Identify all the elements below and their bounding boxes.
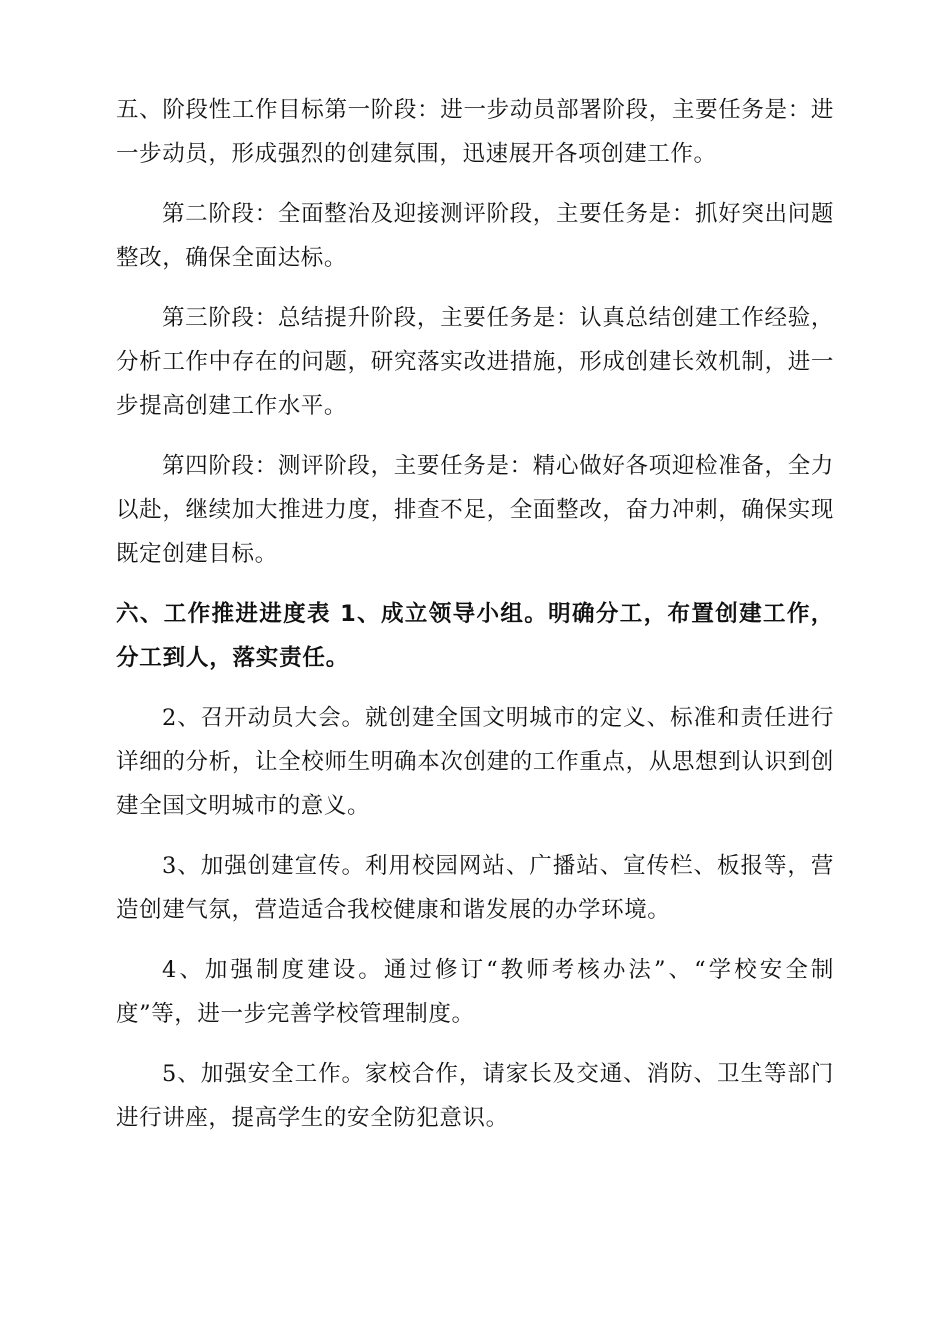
paragraph-stage-three: 第三阶段：总结提升阶段，主要任务是：认真总结创建工作经验，分析工作中存在的问题，研究落实改进措施，形成创建长效机制，进一步提高创建工作水平。 — [116, 305, 834, 419]
paragraph-stage-goals: 五、阶段性工作目标第一阶段：进一步动员部署阶段，主要任务是：进一步动员，形成强烈的创建氛围，迅速展开各项创建工作。 — [116, 97, 834, 167]
paragraph-stage-four: 第四阶段：测评阶段，主要任务是：精心做好各项迎检准备，全力以赴，继续加大推进力度，排查不足，全面整改，奋力冲刺，确保实现既定创建目标。 — [116, 453, 834, 567]
paragraph-item-4: 4、加强制度建设。通过修订“教师考核办法”、“学校安全制度”等，进一步完善学校管理制度。 — [116, 957, 834, 1027]
paragraph-schedule-heading: 六、工作推进进度表 1、成立领导小组。明确分工，布置创建工作，分工到人，落实责任。 — [116, 601, 834, 671]
paragraph-item-5: 5、加强安全工作。家校合作，请家长及交通、消防、卫生等部门进行讲座，提高学生的安全防犯意识。 — [116, 1061, 834, 1131]
document-body — [116, 88, 834, 1156]
paragraph-stage-two: 第二阶段：全面整治及迎接测评阶段，主要任务是：抓好突出问题整改，确保全面达标。 — [116, 201, 834, 271]
paragraph-item-3: 3、加强创建宣传。利用校园网站、广播站、宣传栏、板报等，营造创建气氛，营造适合我校健康和谐发展的办学环境。 — [116, 853, 834, 923]
paragraph-item-2: 2、召开动员大会。就创建全国文明城市的定义、标准和责任进行详细的分析，让全校师生明确本次创建的工作重点，从思想到认识到创建全国文明城市的意义。 — [116, 705, 834, 819]
